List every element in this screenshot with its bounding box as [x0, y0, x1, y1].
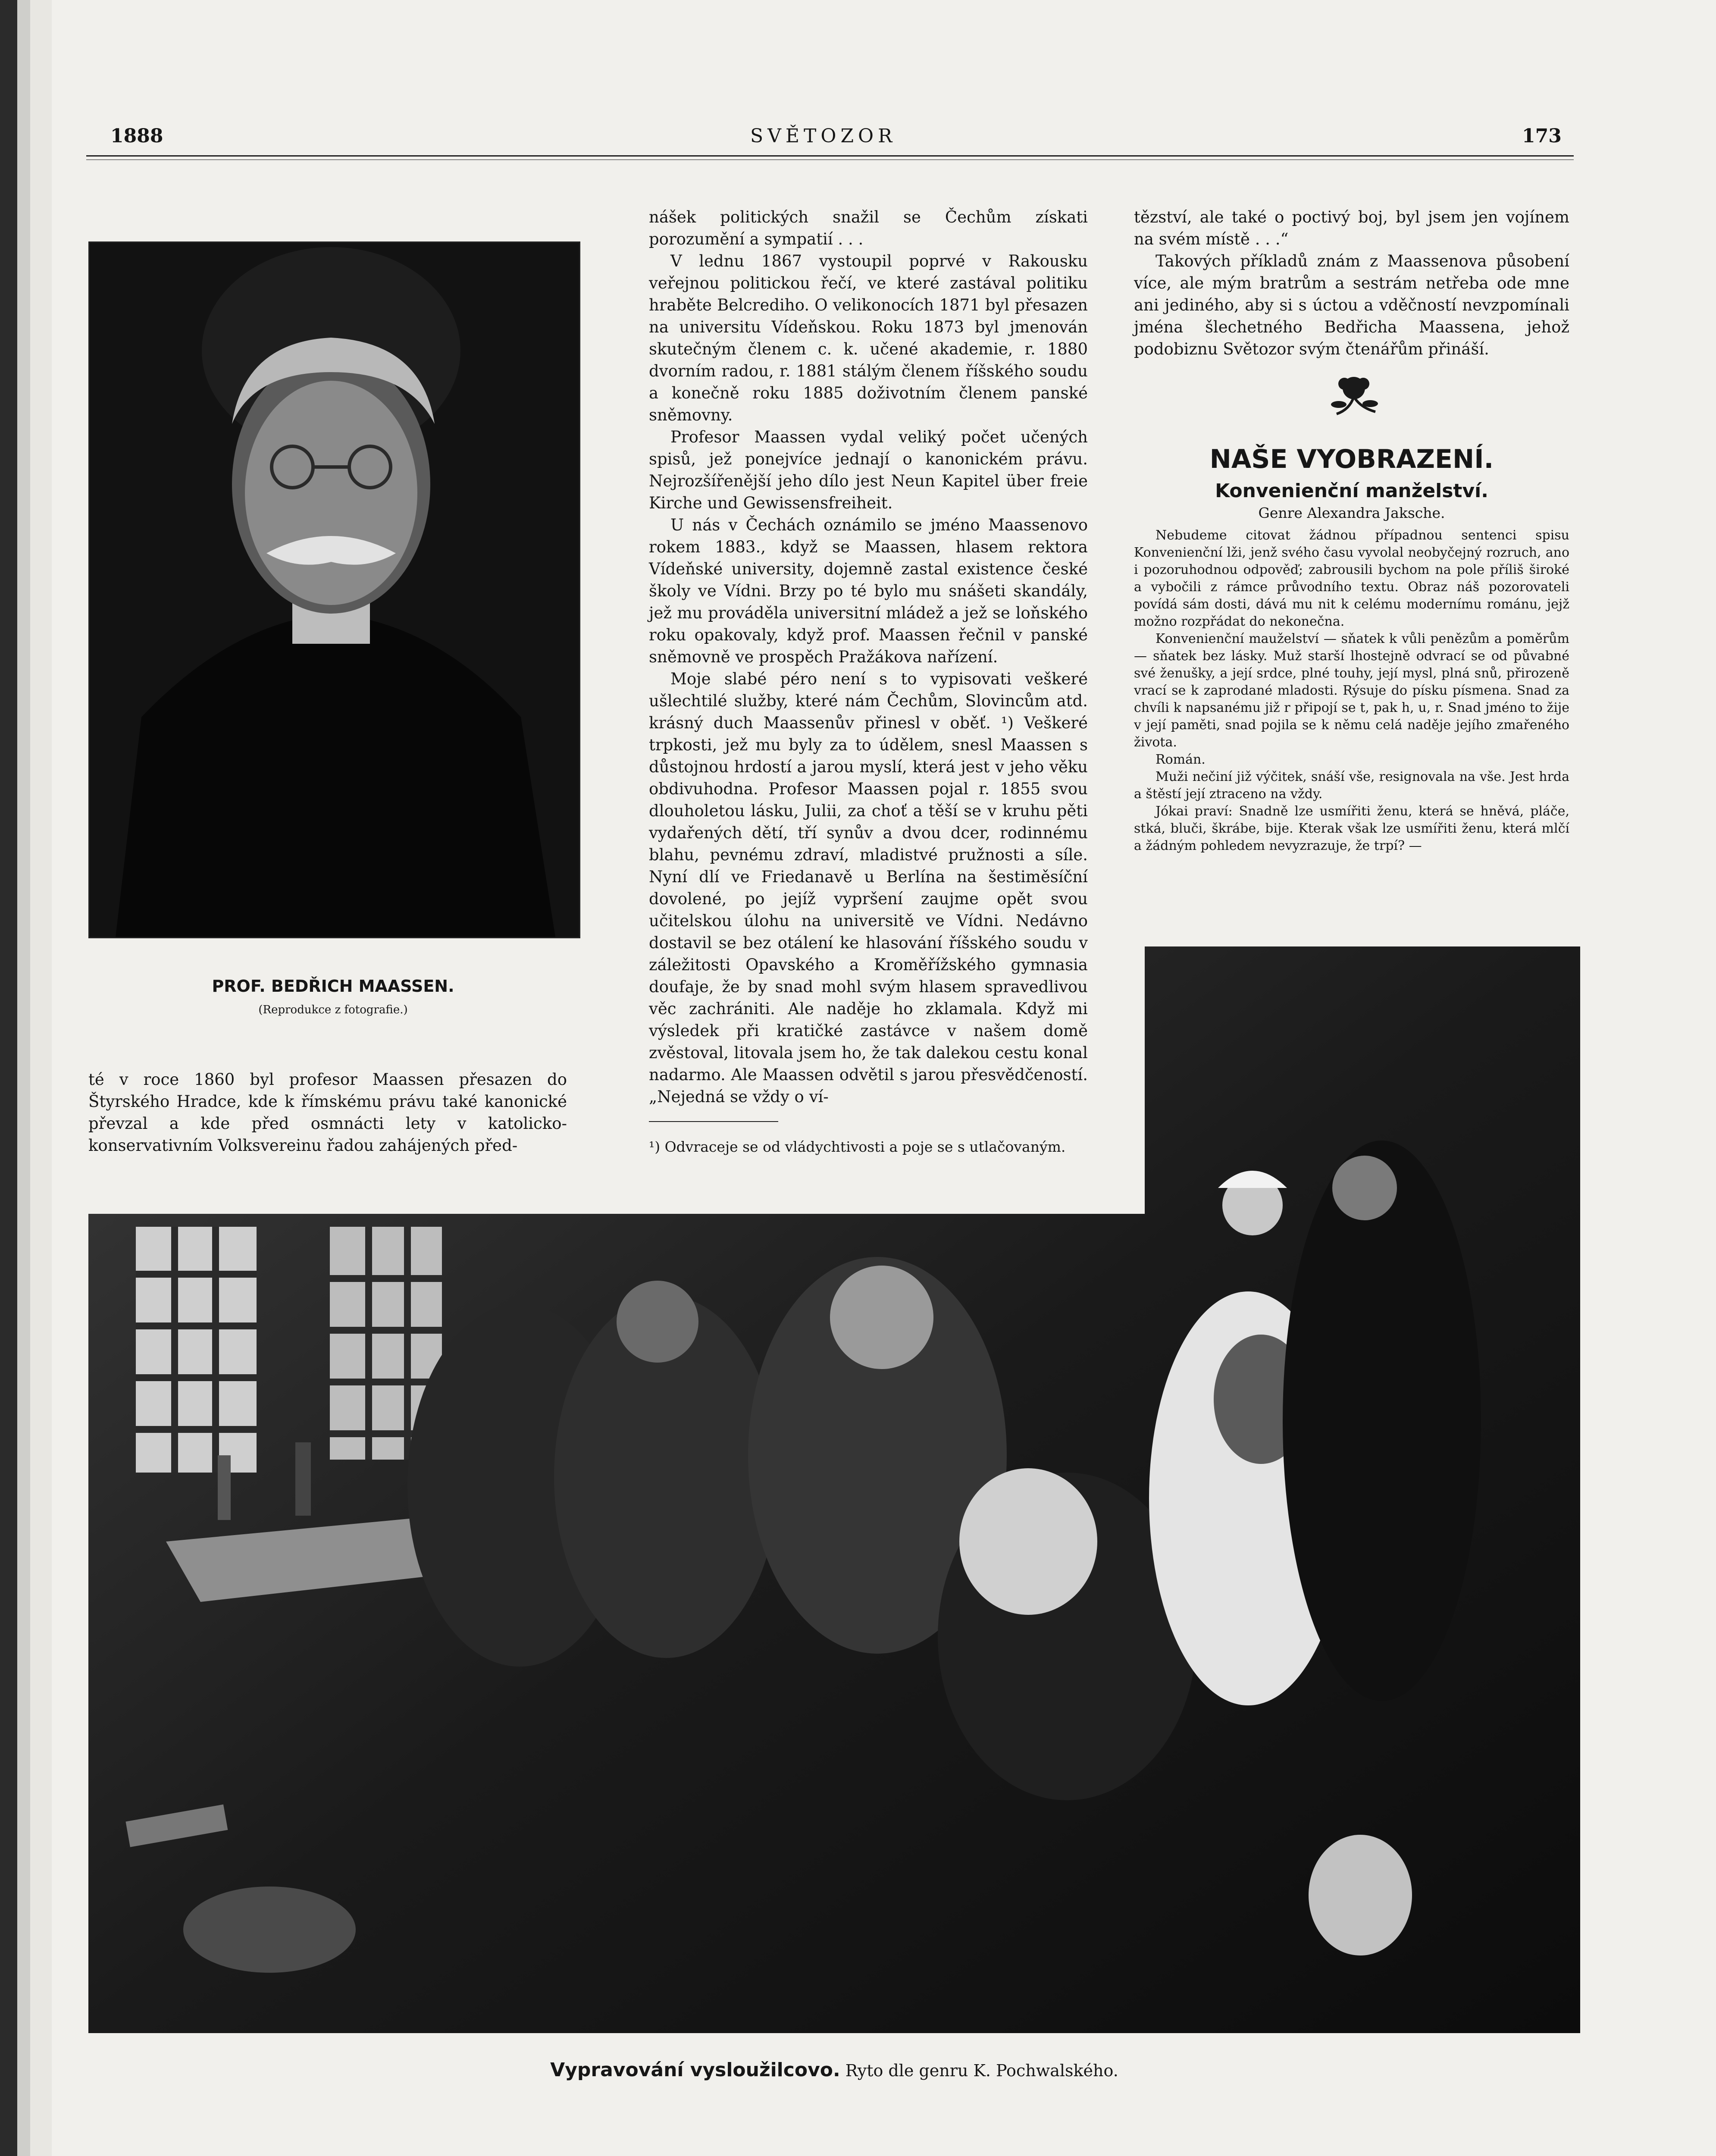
flower-ornament-icon	[1319, 371, 1388, 423]
engraving-credit: Ryto dle genru K. Pochwalského.	[845, 2061, 1118, 2080]
engraving-caption	[88, 2059, 1580, 2081]
article-paragraph: Muži nečiní již výčitek, snáší vše, resignovala na vše. Jest hrda a štěstí její ztraceno na vždy.	[1134, 769, 1569, 802]
header-rule	[86, 155, 1574, 157]
col2-paragraph: V lednu 1867 vystoupil poprvé v Rakousku veřejnou politickou řečí, ve které zastával politiku hraběte Belcrediho. O velikonocích 1871 byl přesazen na universitu Vídeňskou. Roku 1873 byl jmenován skutečným členem c. k. učené akademie, r. 1880 dvorním radou, r. 1881 stálým členem říšského soudu a konečně roku 1885 doživotním členem panské sněmovny.	[649, 252, 1088, 424]
tavern-engraving	[88, 946, 1580, 2033]
article-paragraph: Nebudeme citovat žádnou případnou sentenci spisu Konvenienční lži, jenž svého času vyvolal neobyčejný rozruch, ano i pozoruhodnou odpověď; zabrousili bychom na pole příliš široké a vybočili z rámce průvodního textu. Obraz náš pozorovateli povídá sám dosti, dává mu nit k celému modernímu románu, jejž možno rozpřádat do nekonečna.	[1134, 528, 1569, 629]
portrait-caption: PROF. BEDŘICH MAASSEN.	[212, 977, 454, 996]
header-year: 1888	[110, 125, 163, 147]
portrait-credit: (Reprodukce z fotografie.)	[258, 1003, 408, 1016]
col2-paragraph: nášek politických snažil se Čechům získati porozumění a sympatií . . .	[649, 208, 1088, 248]
article-subtitle: Konvenienční manželství.	[1215, 480, 1488, 502]
engraving-title: Vypravování vysloužilcovo.	[550, 2059, 840, 2081]
col2-paragraph: Moje slabé péro není s to vypisovati veškeré ušlechtilé služby, které nám Čechům, Slovincům atd. krásný duch Maassenův přinesl v oběť. ¹) Veškeré trpkosti, jež mu byly za to údělem, snesl Maassen s důstojnou hrdostí a jarou myslí, která jest v jeho věku obdivuhodna. Profesor Maassen pojal r. 1855 svou dlouholetou lásku, Julii, za choť a těší se v kruhu pěti vydařených dětí, tří synův a dvou dcer, rodinnému blahu, pevnému zdraví, mladistvé pružnosti a síle. Nyní dlí ve Friedanavě u Berlína na šestiměsíční dovolené, po jejíž vypršení zaujme opět svou učitelskou úlohu na universitě ve Vídni. Nedávno dostavil se bez otálení ke hlasování říšského soudu v záležitosti Opavského a Kroměřížského gymnasia doufaje, že by snad mohl svým hlasem spravedlivou věc zachrániti. Ale naděje ho zklamala. Když mi výsledek při kratičké zastávce v našem domě zvěstoval, litovala jsem ho, že tak dalekou cestu konal nadarmo. Ale Maassen odvětil s jarou přesvědčeností. „Nejedná se vždy o ví-	[649, 670, 1088, 1106]
column-1-paragraph: té v roce 1860 byl profesor Maassen přesazen do Štyrského Hradce, kde k římskému právu také kanonické převzal a kde před osmnácti lety v katolicko-konservativním Volksvereinu řadou zahájených před-	[88, 1070, 567, 1155]
portrait-photo	[88, 241, 580, 938]
portrait-illustration	[90, 243, 579, 937]
col2-paragraph: U nás v Čechách oznámilo se jméno Maassenovo rokem 1883., když se Maassen, hlasem rektora Vídeňské university, dojemně zastal existence české školy ve Vídni. Brzy po té bylo mu snášeti skandály, jež mu prováděla universitní mládež a jež se loňského roku opakovaly, když prof. Maassen řečnil v panské sněmovně ve prospěch Pražákova nařízení.	[649, 516, 1088, 666]
col2-paragraph: Profesor Maassen vydal veliký počet učených spisů, jež ponejvíce jednají o kanonickém právu. Nejrozšířenější jeho dílo jest Neun Kapitel über freie Kirche und Gewissensfreiheit.	[649, 428, 1088, 512]
article-genre: Genre Alexandra Jaksche.	[1258, 505, 1445, 521]
page-number: 173	[1522, 125, 1562, 147]
column-3-text	[1134, 206, 1569, 360]
article-paragraph: Konvenienční mauželství — sňatek k vůli penězům a poměrům — sňatek bez lásky. Muž starší lhostejně odvrací se od půvabné své ženušky, a její srdce, plné touhy, její mysl, plná snů, přirozeně vrací se k zaprodané mladosti. Rýsuje do písku písmena. Snad za chvíli k napsanému již r připojí se t, pak h, u, r. Snad jméno to žije v její paměti, snad pojila se k němu celá naděje jejího zmařeného života.	[1134, 631, 1569, 750]
article-text	[1134, 527, 1569, 855]
section-title: NAŠE VYOBRAZENÍ.	[1209, 444, 1494, 474]
header-title: SVĚTOZOR	[750, 125, 897, 147]
article-paragraph: Román.	[1155, 752, 1206, 767]
col3-paragraph: Takových příkladů znám z Maassenova působení více, ale mým bratrům a sestrám netřeba ode mne ani jediného, aby si s úctou a vděčností nevzpomínali jména šlechetného Bedřicha Maassena, jehož podobiznu Světozor svým čtenářům přináší.	[1134, 252, 1569, 358]
scan-left-edge	[0, 0, 52, 2156]
article-paragraph: Jókai praví: Snadně lze usmířiti ženu, která se hněvá, pláče, stká, bluči, škrábe, bije. Kterak však lze usmířiti ženu, která mlčí a žádným pohledem nevyzrazuje, že trpí? —	[1134, 804, 1569, 853]
engraving-illustration	[88, 946, 1580, 2033]
footnote: ¹) Odvraceje se od vládychtivosti a poje se s utlačovaným.	[649, 1138, 1066, 1155]
col3-paragraph: tězství, ale také o poctivý boj, byl jsem jen vojínem na svém místě . . .“	[1134, 208, 1569, 248]
